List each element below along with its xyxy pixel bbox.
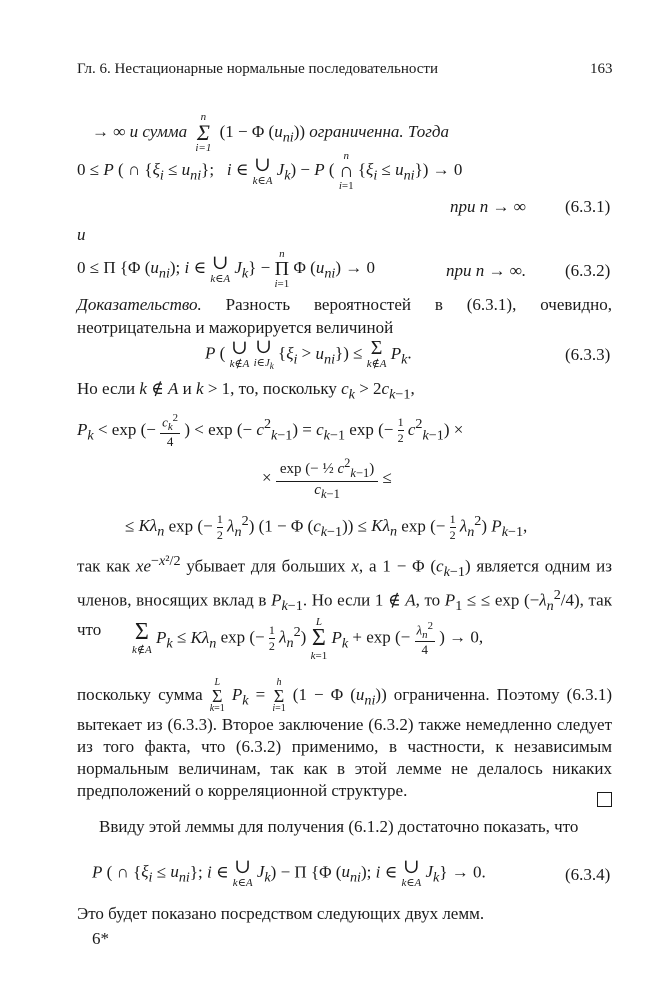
equation-6-3-3: P ( ∪ k∉A ∪ $i\in J_k$ $\{\xi_i > u_{ni}\}$) ≤ Σ k∉A $P_k$.	[205, 336, 412, 372]
equation-6-3-1: 0 ≤ P ( ∩ $\{\xi_i \le u_{ni}\}$; i ∈ ∪ k∈A $J_k) - P$ ( n ∩ i=1 $\{\xi_i \le u_{ni}\}) \to 0$	[77, 150, 463, 192]
qed-box	[597, 792, 612, 807]
line-but-if: Но если k ∉ A и k > 1, то, поскольку $c_k > 2c_{k-1}$,	[77, 379, 415, 403]
intro-term: (1 − Φ $(u_{ni})$)	[219, 121, 306, 146]
eq-6-3-2-number: (6.3.2)	[565, 261, 611, 280]
sum-operator: n Σ i=1	[195, 111, 212, 154]
paragraph-since: так как $xe^{-x^2/2}$ убывает для больших x, а 1 − Φ $(c_{k-1})$ является одним из членов, вносящих вклад в $P_{k-1}$. Но если 1 ∉ A, то $P_1$ ≤ ≤ $\exp (-\lambda_n^2/4)$, так что	[77, 553, 612, 640]
eq-6-3-3-number: (6.3.3)	[565, 345, 611, 364]
intro-text: → ∞ и сумма	[92, 121, 188, 141]
equation-6-3-4: P ( ∩ $\{\xi_i \le u_{ni}\}$; i ∈ ∪ k∈A $J_k) - \Pi$ {Φ $(u_{ni})$; i ∈ ∪ k∈A $J_k\} \to 0$.	[92, 856, 486, 889]
conjunction-and: и	[77, 225, 86, 244]
intro-tail: ограниченна. Тогда	[309, 121, 449, 141]
eq-6-3-1-number: (6.3.1)	[565, 197, 611, 216]
paragraph-because: поскольку сумма L Σ k=1 $P_k$ = h Σ i=1 (1 − Φ $(u_{ni})$) ограниченна. Поэтому (6.3.1) вытекает из (6.3.3). Второе заключение (6.3.2) также немедленно следует из того факта, что (6.3.2) применимо, в частности, к независимым нормальным величинам, так как в этой лемме не делалось никаких предположений о корреляционной структуре.	[77, 677, 613, 801]
equation-sum: Σ k∉A $P_k \le K\lambda_n$ exp (− $\frac{1}{2}$ $\lambda_n^2$) L Σ k=1 $P_k + \exp$ (− $\frac{\lambda_n^2}{4}$ ) → 0,	[132, 616, 484, 662]
proof-label: Доказательство.	[77, 295, 202, 314]
eq-6-3-1-condition: при n → ∞	[450, 197, 526, 216]
chain-line-1: $P_k < \exp$ (− $\frac{c_k^2}{4}$ ) < exp (− $c^2_{k-1}) = c_{k-1}$ exp (− $\frac{1}{2}$ $c^2_{k-1}$) ×	[77, 412, 464, 449]
paragraph-lemma: Ввиду этой леммы для получения (6.1.2) достаточно показать, что	[99, 817, 579, 836]
proof-text: Разность вероятностей в (6.3.1), очевидно, неотрицательна и мажорируется величиной	[77, 295, 612, 337]
signature-mark: 6*	[92, 929, 109, 948]
equation-6-3-2: 0 ≤ Π {Φ $(u_{ni})$; i ∈ ∪ k∈A $J_k$} − n Π i=1 Φ $(u_{ni}) \to 0$	[77, 248, 376, 290]
proof-paragraph	[77, 293, 612, 339]
page-number: 163	[590, 61, 613, 77]
chain-line-3: ≤ $K\lambda_n$ exp (− $\frac{1}{2}$ $\lambda_n^2$) (1 − Φ $(c_{k-1})) \le K\lambda_n$ exp (− $\frac{1}{2}$ $\lambda_n^2$) $P_{k-1}$,	[125, 512, 528, 542]
chain-line-2: × $\frac{\exp (- \frac{1}{2} c^2_{k-1})}{c_{k-1}}$ ≤	[262, 456, 392, 501]
running-header-title: Гл. 6. Нестационарные нормальные последовательности	[77, 61, 438, 77]
eq-6-3-4-number: (6.3.4)	[565, 865, 611, 884]
eq-6-3-2-condition: при n → ∞.	[446, 261, 527, 280]
final-line: Это будет показано посредством следующих двух лемм.	[77, 904, 485, 923]
intro-line	[92, 112, 449, 154]
